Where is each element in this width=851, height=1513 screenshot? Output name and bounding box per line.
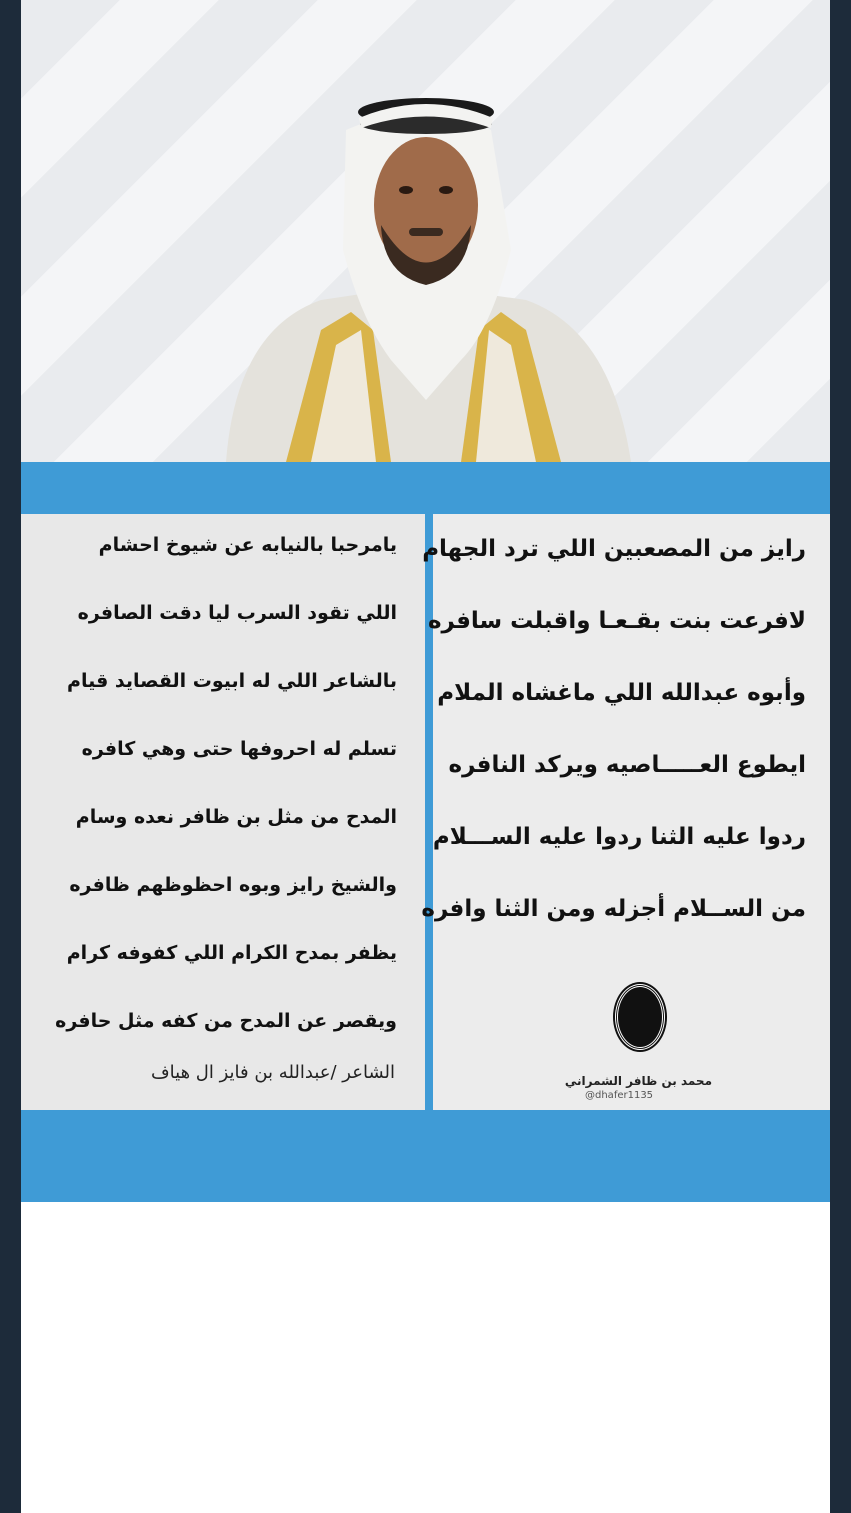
- right-poem-panel: [421, 514, 830, 1110]
- right-poem-line: من الســلام أجزله ومن الثنا وافره: [421, 896, 806, 922]
- poem-panels: [21, 514, 830, 1112]
- left-poem-line: المدح من مثل بن ظافر نعده وسام: [75, 806, 397, 828]
- logo-handle: @dhafer1135: [585, 1090, 654, 1101]
- blank-area: [21, 1202, 830, 1513]
- left-poem-line: يظفر بمدح الكرام اللي كفوفه كرام: [66, 942, 397, 964]
- logo-emblem-icon: [615, 984, 665, 1050]
- left-poem-line: اللي تقود السرب ليا دقت الصافره: [77, 602, 397, 624]
- left-poem-line: والشيخ رايز وبوه احظوظهم ظافره: [69, 874, 397, 896]
- left-poem-line: يامرحبا بالنيابه عن شيوخ احشام: [98, 534, 397, 556]
- post-frame: [21, 0, 830, 1513]
- right-poem-line: ردوا عليه الثنا ردوا عليه الســـلام: [432, 824, 806, 850]
- left-poem-panel: [21, 514, 425, 1110]
- poet-signature: الشاعر /عبدالله بن فايز ال هياف: [151, 1062, 395, 1083]
- left-poem-line: تسلم له احروفها حتى وهي كافره: [81, 738, 397, 760]
- portrait-photo: [21, 0, 830, 462]
- left-poem-line: ويقصر عن المدح من كفه مثل حافره: [55, 1010, 397, 1032]
- right-poem-line: رايز من المصعبين اللي ترد الجهام: [422, 536, 806, 562]
- top-blue-band: [21, 462, 830, 514]
- right-poem-line: لافرعت بنت بقـعـا واقبلت سافره: [427, 608, 806, 634]
- left-poem-line: بالشاعر اللي له ابيوت القصايد قيام: [67, 670, 397, 692]
- right-poem-line: وأبوه عبدالله اللي ماغشاه الملام: [437, 680, 806, 706]
- logo-name: محمد بن ظافر الشمراني: [564, 1074, 712, 1088]
- bottom-blue-band: [21, 1112, 830, 1202]
- portrait-illustration: [21, 0, 830, 462]
- right-poem-line: ايطوع العـــــاصيه ويركد النافره: [448, 752, 806, 778]
